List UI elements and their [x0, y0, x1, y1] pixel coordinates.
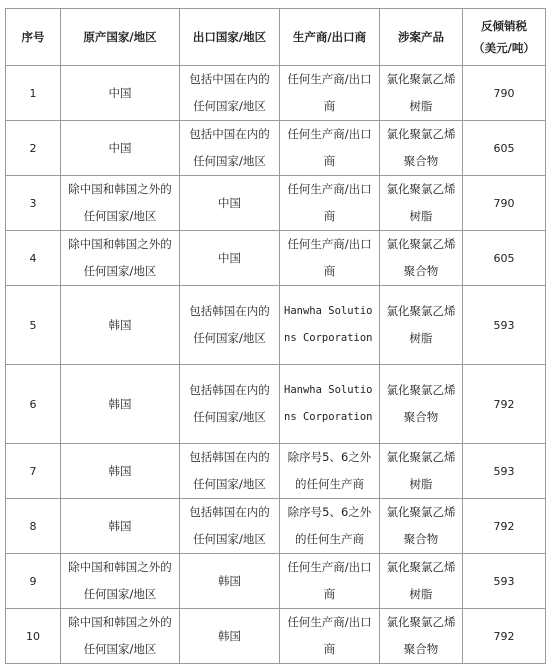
cell-duty: 593	[463, 286, 546, 365]
cell-seq: 6	[6, 365, 61, 444]
cell-seq: 5	[6, 286, 61, 365]
header-product: 涉案产品	[380, 9, 463, 66]
cell-origin: 中国	[61, 121, 180, 176]
table-row	[6, 444, 546, 499]
header-seq: 序号	[6, 9, 61, 66]
cell-export: 韩国	[180, 609, 280, 664]
cell-seq: 7	[6, 444, 61, 499]
anti-dumping-duty-table	[5, 8, 546, 664]
cell-duty: 593	[463, 444, 546, 499]
cell-export: 包括韩国在内的任何国家/地区	[180, 286, 280, 365]
table-row	[6, 286, 546, 365]
cell-seq: 9	[6, 554, 61, 609]
header-duty-unit: （美元/吨）	[473, 41, 535, 55]
cell-product: 氯化聚氯乙烯聚合物	[380, 365, 463, 444]
cell-export: 包括中国在内的任何国家/地区	[180, 121, 280, 176]
cell-export: 包括韩国在内的任何国家/地区	[180, 499, 280, 554]
cell-producer: 任何生产商/出口商	[280, 231, 380, 286]
cell-duty: 790	[463, 176, 546, 231]
cell-origin: 除中国和韩国之外的任何国家/地区	[61, 554, 180, 609]
table-row	[6, 609, 546, 664]
cell-origin: 除中国和韩国之外的任何国家/地区	[61, 609, 180, 664]
cell-producer: 除序号5、6之外的任何生产商	[280, 444, 380, 499]
cell-export: 包括韩国在内的任何国家/地区	[180, 365, 280, 444]
cell-product: 氯化聚氯乙烯聚合物	[380, 121, 463, 176]
table-header-row	[6, 9, 546, 66]
cell-seq: 3	[6, 176, 61, 231]
cell-duty: 593	[463, 554, 546, 609]
cell-duty: 605	[463, 121, 546, 176]
cell-duty: 792	[463, 365, 546, 444]
cell-seq: 1	[6, 66, 61, 121]
table-row	[6, 365, 546, 444]
cell-product: 氯化聚氯乙烯树脂	[380, 66, 463, 121]
cell-producer: Hanwha Solutions Corporation	[280, 365, 380, 444]
cell-product: 氯化聚氯乙烯聚合物	[380, 609, 463, 664]
cell-seq: 4	[6, 231, 61, 286]
cell-origin: 韩国	[61, 499, 180, 554]
cell-product: 氯化聚氯乙烯聚合物	[380, 231, 463, 286]
cell-duty: 792	[463, 499, 546, 554]
cell-origin: 除中国和韩国之外的任何国家/地区	[61, 231, 180, 286]
header-producer: 生产商/出口商	[280, 9, 380, 66]
cell-product: 氯化聚氯乙烯树脂	[380, 286, 463, 365]
cell-producer: 任何生产商/出口商	[280, 66, 380, 121]
cell-origin: 韩国	[61, 286, 180, 365]
cell-producer: Hanwha Solutions Corporation	[280, 286, 380, 365]
cell-producer: 任何生产商/出口商	[280, 176, 380, 231]
cell-export: 包括中国在内的任何国家/地区	[180, 66, 280, 121]
table-row	[6, 499, 546, 554]
cell-export: 中国	[180, 231, 280, 286]
cell-origin: 除中国和韩国之外的任何国家/地区	[61, 176, 180, 231]
cell-origin: 中国	[61, 66, 180, 121]
cell-duty: 790	[463, 66, 546, 121]
cell-product: 氯化聚氯乙烯树脂	[380, 176, 463, 231]
cell-origin: 韩国	[61, 365, 180, 444]
cell-seq: 2	[6, 121, 61, 176]
cell-product: 氯化聚氯乙烯树脂	[380, 444, 463, 499]
table-row	[6, 121, 546, 176]
cell-origin: 韩国	[61, 444, 180, 499]
header-export: 出口国家/地区	[180, 9, 280, 66]
table-row	[6, 66, 546, 121]
cell-producer: 除序号5、6之外的任何生产商	[280, 499, 380, 554]
header-origin: 原产国家/地区	[61, 9, 180, 66]
table-row	[6, 176, 546, 231]
cell-export: 包括韩国在内的任何国家/地区	[180, 444, 280, 499]
cell-product: 氯化聚氯乙烯树脂	[380, 554, 463, 609]
cell-export: 中国	[180, 176, 280, 231]
table-row	[6, 554, 546, 609]
cell-producer: 任何生产商/出口商	[280, 554, 380, 609]
table-row	[6, 231, 546, 286]
cell-duty: 792	[463, 609, 546, 664]
cell-seq: 10	[6, 609, 61, 664]
cell-producer: 任何生产商/出口商	[280, 121, 380, 176]
cell-seq: 8	[6, 499, 61, 554]
cell-producer: 任何生产商/出口商	[280, 609, 380, 664]
cell-duty: 605	[463, 231, 546, 286]
cell-product: 氯化聚氯乙烯聚合物	[380, 499, 463, 554]
header-duty-title: 反倾销税	[481, 19, 527, 33]
header-duty	[463, 9, 546, 66]
cell-export: 韩国	[180, 554, 280, 609]
